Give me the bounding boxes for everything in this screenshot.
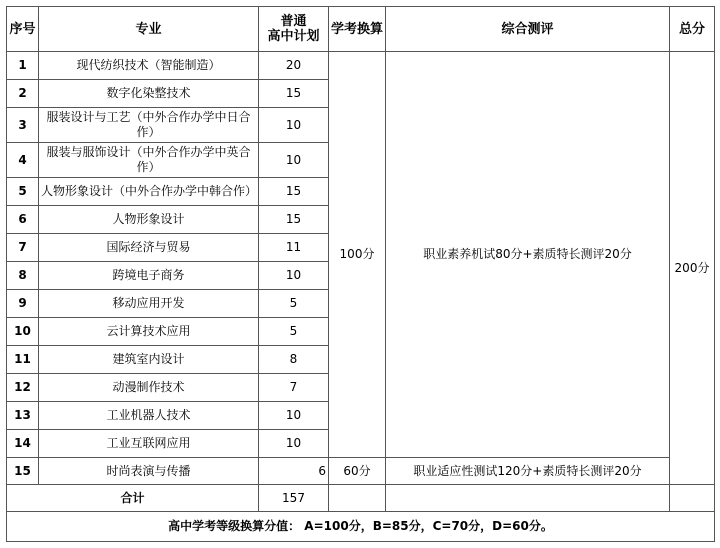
- row-major: 跨境电子商务: [39, 262, 259, 290]
- header-plan-line2: 高中计划: [267, 29, 320, 44]
- total-empty-cell: [386, 485, 670, 512]
- row-major: 现代纺织技术（智能制造）: [39, 52, 259, 80]
- header-seq: 序号: [7, 7, 39, 52]
- row-seq: 11: [7, 346, 39, 374]
- row-plan: 6: [259, 458, 329, 485]
- row-seq: 7: [7, 234, 39, 262]
- row-major: 云计算技术应用: [39, 318, 259, 346]
- row-plan: 15: [259, 206, 329, 234]
- total-empty-cell: [329, 485, 386, 512]
- row-plan: 8: [259, 346, 329, 374]
- row-major: 工业互联网应用: [39, 430, 259, 458]
- credit-cell-15: 60分: [329, 458, 386, 485]
- total-empty-cell: [670, 485, 715, 512]
- row-major: 移动应用开发: [39, 290, 259, 318]
- row-plan: 10: [259, 108, 329, 143]
- row-seq: 8: [7, 262, 39, 290]
- row-plan: 20: [259, 52, 329, 80]
- row-plan: 5: [259, 318, 329, 346]
- total-score-merged-cell: 200分: [670, 52, 715, 485]
- row-seq: 5: [7, 178, 39, 206]
- total-label: 合计: [7, 485, 259, 512]
- row-seq: 15: [7, 458, 39, 485]
- row-plan: 10: [259, 143, 329, 178]
- admission-plan-table: [6, 6, 715, 542]
- header-plan-line1: 普通: [280, 14, 307, 29]
- header-credit: 学考换算: [329, 7, 386, 52]
- assessment-merged-cell: 职业素养机试80分+素质特长测评20分: [386, 52, 670, 458]
- row-major: 时尚表演与传播: [39, 458, 259, 485]
- row-plan: 15: [259, 178, 329, 206]
- assessment-cell-15: 职业适应性测试120分+素质特长测评20分: [386, 458, 670, 485]
- row-plan: 11: [259, 234, 329, 262]
- row-major: 工业机器人技术: [39, 402, 259, 430]
- row-seq: 4: [7, 143, 39, 178]
- row-major: 数字化染整技术: [39, 80, 259, 108]
- row-plan: 15: [259, 80, 329, 108]
- row-seq: 2: [7, 80, 39, 108]
- table-row: [7, 52, 715, 80]
- footer-row: [7, 512, 715, 542]
- row-seq: 1: [7, 52, 39, 80]
- total-row: [7, 485, 715, 512]
- header-major: 专业: [39, 7, 259, 52]
- row-major: 人物形象设计: [39, 206, 259, 234]
- row-plan: 10: [259, 402, 329, 430]
- row-major: 服装与服饰设计（中外合作办学中英合作）: [39, 143, 259, 178]
- credit-merged-cell: 100分: [329, 52, 386, 458]
- row-major: 动漫制作技术: [39, 374, 259, 402]
- row-seq: 3: [7, 108, 39, 143]
- row-major: 人物形象设计（中外合作办学中韩合作）: [39, 178, 259, 206]
- row-major: 建筑室内设计: [39, 346, 259, 374]
- row-seq: 12: [7, 374, 39, 402]
- header-assessment: 综合测评: [386, 7, 670, 52]
- row-major: 国际经济与贸易: [39, 234, 259, 262]
- row-plan: 7: [259, 374, 329, 402]
- row-plan: 10: [259, 262, 329, 290]
- row-seq: 9: [7, 290, 39, 318]
- grade-conversion-note: 高中学考等级换算分值： A=100分，B=85分，C=70分，D=60分。: [7, 512, 715, 542]
- header-total: 总分: [670, 7, 715, 52]
- row-plan: 5: [259, 290, 329, 318]
- row-seq: 6: [7, 206, 39, 234]
- row-major: 服装设计与工艺（中外合作办学中日合作）: [39, 108, 259, 143]
- row-seq: 14: [7, 430, 39, 458]
- row-seq: 13: [7, 402, 39, 430]
- table-row: [7, 458, 715, 485]
- row-seq: 10: [7, 318, 39, 346]
- header-plan: [259, 7, 329, 52]
- row-plan: 10: [259, 430, 329, 458]
- total-plan: 157: [259, 485, 329, 512]
